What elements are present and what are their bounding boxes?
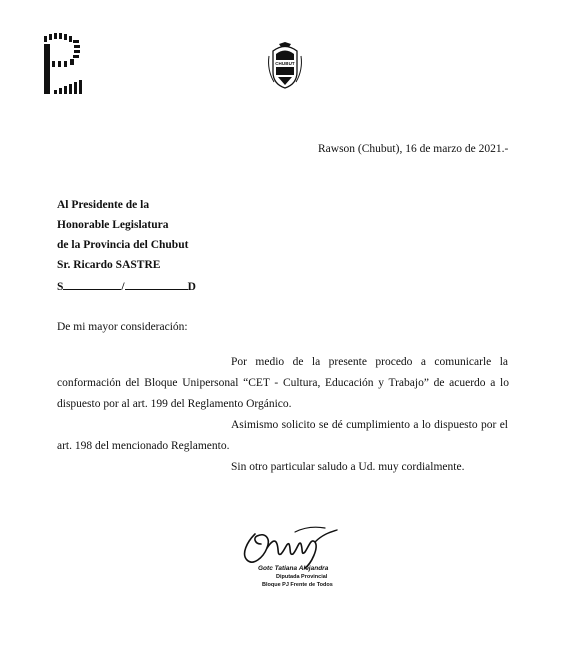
- addressee-line-2: Honorable Legislatura: [57, 219, 169, 231]
- province-crest: [266, 42, 304, 92]
- legislature-logo: [42, 30, 88, 98]
- sd-s: S: [57, 281, 64, 293]
- crest-label: CHUBUT: [275, 61, 295, 66]
- sd-line: [57, 278, 196, 293]
- paragraph-1-line-2: conformación del Bloque Unipersonal “CET - Cultura, Educación y Trabajo” de acuerdo a lo: [57, 377, 509, 389]
- addressee-line-1: Al Presidente de la: [57, 199, 150, 211]
- closing: Sin otro particular saludo a Ud. muy cordialmente.: [231, 461, 465, 473]
- paragraph-2-line-1: Asimismo solicito se dé cumplimiento a lo dispuesto por el: [231, 419, 508, 431]
- paragraph-1-line-3: dispuesto por al art. 199 del Reglamento Orgánico.: [57, 398, 292, 410]
- addressee-line-4: Sr. Ricardo SASTRE: [57, 259, 161, 271]
- sd-slash: /: [121, 281, 125, 293]
- signatory-name: Gotc Tatiana Alejandra: [258, 565, 329, 572]
- signatory-title: Diputada Provincial: [276, 574, 328, 580]
- greeting: De mi mayor consideración:: [57, 321, 188, 333]
- crest-icon: [266, 42, 304, 92]
- signatory-bloque: Bloque PJ Frente de Todos: [262, 582, 333, 588]
- paragraph-1-line-1: Por medio de la presente procedo a comunicarle la: [231, 356, 508, 368]
- sd-d: D: [187, 281, 196, 293]
- date-line: Rawson (Chubut), 16 de marzo de 2021.-: [318, 143, 509, 155]
- paragraph-2-line-2: art. 198 del mencionado Reglamento.: [57, 440, 230, 452]
- addressee-line-3: de la Provincia del Chubut: [57, 239, 189, 251]
